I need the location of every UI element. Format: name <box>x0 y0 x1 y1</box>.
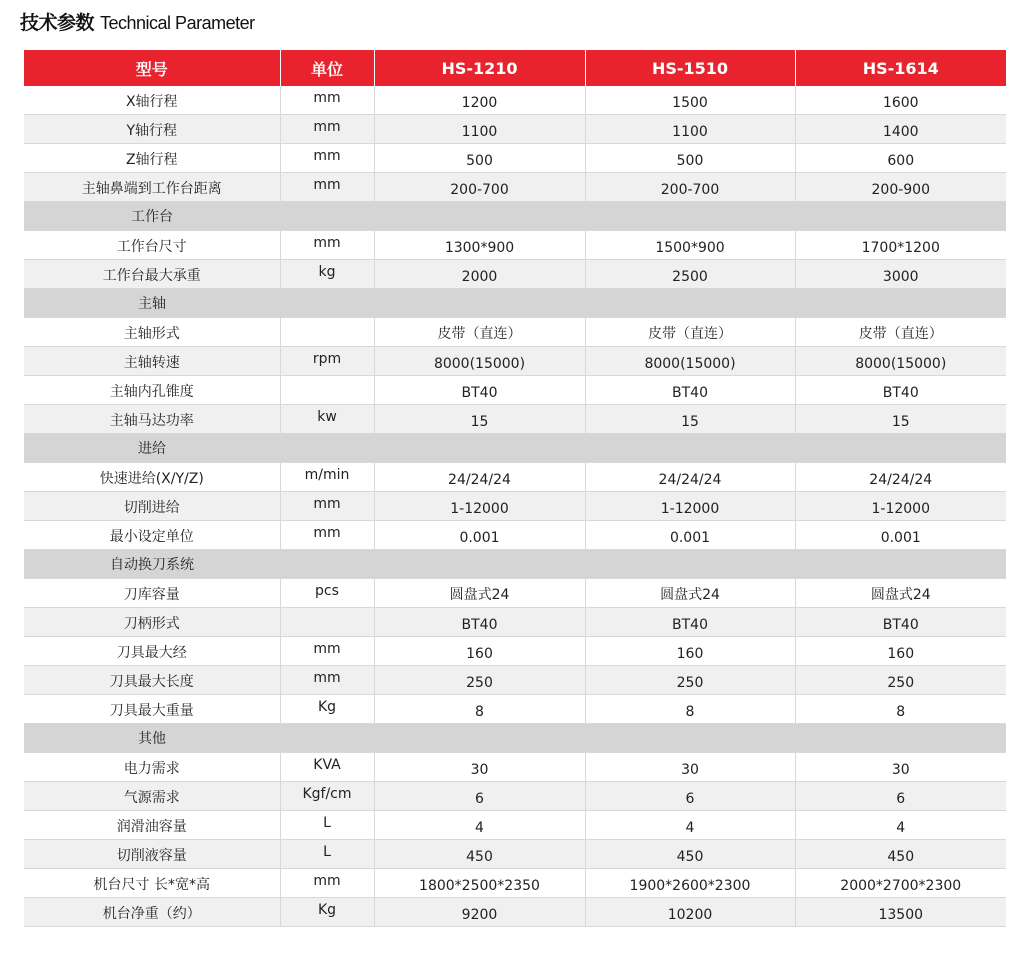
section-fill <box>280 289 1006 318</box>
param-value: 皮带（直连） <box>585 318 795 347</box>
param-value: 6 <box>795 782 1006 811</box>
param-value: 250 <box>585 666 795 695</box>
param-value: 15 <box>795 405 1006 434</box>
page-title <box>20 8 255 35</box>
param-unit: KVA <box>280 753 374 782</box>
table-row <box>24 898 1006 927</box>
column-header-hs1510: HS-1510 <box>585 50 795 86</box>
param-value: 24/24/24 <box>585 463 795 492</box>
param-value: 皮带（直连） <box>374 318 585 347</box>
param-unit: mm <box>280 86 374 115</box>
column-header-unit: 单位 <box>280 50 374 86</box>
table-row <box>24 173 1006 202</box>
column-header-hs1614: HS-1614 <box>795 50 1006 86</box>
param-name: 润滑油容量 <box>24 811 280 840</box>
table-row <box>24 260 1006 289</box>
param-name: 主轴转速 <box>24 347 280 376</box>
param-value: 30 <box>795 753 1006 782</box>
param-unit: rpm <box>280 347 374 376</box>
param-value: 600 <box>795 144 1006 173</box>
section-row <box>24 202 1006 231</box>
param-value: 1500 <box>585 86 795 115</box>
section-row <box>24 550 1006 579</box>
param-value: 200-700 <box>585 173 795 202</box>
param-value: BT40 <box>374 376 585 405</box>
param-value: 450 <box>585 840 795 869</box>
param-value: 13500 <box>795 898 1006 927</box>
param-unit: L <box>280 811 374 840</box>
param-value: 4 <box>374 811 585 840</box>
param-value: 30 <box>585 753 795 782</box>
table-row <box>24 840 1006 869</box>
param-value: 1100 <box>585 115 795 144</box>
param-unit: mm <box>280 521 374 550</box>
param-value: 2500 <box>585 260 795 289</box>
table-row <box>24 115 1006 144</box>
param-value: 圆盘式24 <box>585 579 795 608</box>
section-row <box>24 289 1006 318</box>
param-name: 切削进给 <box>24 492 280 521</box>
table-row <box>24 347 1006 376</box>
section-row <box>24 434 1006 463</box>
param-name: 机台净重（约） <box>24 898 280 927</box>
param-name: Z轴行程 <box>24 144 280 173</box>
param-value: 1600 <box>795 86 1006 115</box>
param-unit: mm <box>280 115 374 144</box>
param-value: BT40 <box>585 608 795 637</box>
param-value: 160 <box>374 637 585 666</box>
param-name: 刀库容量 <box>24 579 280 608</box>
table-row <box>24 521 1006 550</box>
param-value: 24/24/24 <box>795 463 1006 492</box>
param-value: 1900*2600*2300 <box>585 869 795 898</box>
table-row <box>24 869 1006 898</box>
param-unit: mm <box>280 492 374 521</box>
param-value: BT40 <box>585 376 795 405</box>
table-header-row <box>24 50 1006 86</box>
param-value: 1500*900 <box>585 231 795 260</box>
table-row <box>24 666 1006 695</box>
param-value: 1800*2500*2350 <box>374 869 585 898</box>
param-value: BT40 <box>795 376 1006 405</box>
section-row <box>24 724 1006 753</box>
param-name: 刀具最大长度 <box>24 666 280 695</box>
section-label: 进给 <box>24 434 280 463</box>
param-value: 1-12000 <box>374 492 585 521</box>
param-name: 刀柄形式 <box>24 608 280 637</box>
param-value: 6 <box>585 782 795 811</box>
param-value: 4 <box>585 811 795 840</box>
table-row <box>24 695 1006 724</box>
param-unit: Kgf/cm <box>280 782 374 811</box>
param-value: 500 <box>585 144 795 173</box>
param-unit <box>280 608 374 637</box>
param-name: X轴行程 <box>24 86 280 115</box>
param-name: 刀具最大重量 <box>24 695 280 724</box>
table-row <box>24 579 1006 608</box>
param-unit: mm <box>280 869 374 898</box>
param-value: 1200 <box>374 86 585 115</box>
param-value: 8000(15000) <box>585 347 795 376</box>
table-row <box>24 637 1006 666</box>
param-unit: m/min <box>280 463 374 492</box>
param-value: 3000 <box>795 260 1006 289</box>
param-unit: Kg <box>280 695 374 724</box>
param-value: 30 <box>374 753 585 782</box>
param-name: Y轴行程 <box>24 115 280 144</box>
param-name: 刀具最大经 <box>24 637 280 666</box>
param-value: 160 <box>795 637 1006 666</box>
param-value: 15 <box>585 405 795 434</box>
param-value: 8 <box>585 695 795 724</box>
param-name: 主轴内孔锥度 <box>24 376 280 405</box>
param-name: 气源需求 <box>24 782 280 811</box>
param-value: 皮带（直连） <box>795 318 1006 347</box>
param-unit: kg <box>280 260 374 289</box>
param-value: 250 <box>795 666 1006 695</box>
param-value: 1700*1200 <box>795 231 1006 260</box>
param-value: 2000 <box>374 260 585 289</box>
section-fill <box>280 550 1006 579</box>
param-value: 160 <box>585 637 795 666</box>
table-row <box>24 318 1006 347</box>
param-value: 8000(15000) <box>374 347 585 376</box>
param-name: 主轴形式 <box>24 318 280 347</box>
section-fill <box>280 434 1006 463</box>
section-label: 自动换刀系统 <box>24 550 280 579</box>
title-cn: 技术参数 <box>20 12 95 34</box>
param-unit: mm <box>280 144 374 173</box>
param-value: 4 <box>795 811 1006 840</box>
param-name: 工作台最大承重 <box>24 260 280 289</box>
table-row <box>24 782 1006 811</box>
param-unit: L <box>280 840 374 869</box>
param-name: 最小设定单位 <box>24 521 280 550</box>
section-label: 其他 <box>24 724 280 753</box>
param-value: 8 <box>374 695 585 724</box>
param-value: 0.001 <box>374 521 585 550</box>
table-row <box>24 144 1006 173</box>
param-value: 10200 <box>585 898 795 927</box>
param-unit: mm <box>280 231 374 260</box>
section-fill <box>280 202 1006 231</box>
param-value: 1-12000 <box>585 492 795 521</box>
param-value: 200-900 <box>795 173 1006 202</box>
title-en: Technical Parameter <box>100 13 255 33</box>
param-value: 450 <box>374 840 585 869</box>
table-body <box>24 86 1006 927</box>
param-value: 圆盘式24 <box>374 579 585 608</box>
param-value: 8000(15000) <box>795 347 1006 376</box>
param-unit: Kg <box>280 898 374 927</box>
param-name: 工作台尺寸 <box>24 231 280 260</box>
table-row <box>24 405 1006 434</box>
param-value: 450 <box>795 840 1006 869</box>
table-row <box>24 753 1006 782</box>
param-value: 1300*900 <box>374 231 585 260</box>
param-unit: mm <box>280 173 374 202</box>
section-label: 工作台 <box>24 202 280 231</box>
param-value: 0.001 <box>585 521 795 550</box>
param-value: BT40 <box>374 608 585 637</box>
table-row <box>24 492 1006 521</box>
table-row <box>24 463 1006 492</box>
param-value: 15 <box>374 405 585 434</box>
param-value: 6 <box>374 782 585 811</box>
param-name: 电力需求 <box>24 753 280 782</box>
param-unit <box>280 318 374 347</box>
table-row <box>24 86 1006 115</box>
section-fill <box>280 724 1006 753</box>
param-value: 9200 <box>374 898 585 927</box>
param-value: 8 <box>795 695 1006 724</box>
param-unit <box>280 376 374 405</box>
param-value: 2000*2700*2300 <box>795 869 1006 898</box>
param-unit: mm <box>280 637 374 666</box>
param-value: 1400 <box>795 115 1006 144</box>
table-row <box>24 231 1006 260</box>
param-value: 250 <box>374 666 585 695</box>
param-unit: mm <box>280 666 374 695</box>
param-name: 主轴鼻端到工作台距离 <box>24 173 280 202</box>
section-label: 主轴 <box>24 289 280 318</box>
param-value: 0.001 <box>795 521 1006 550</box>
param-name: 主轴马达功率 <box>24 405 280 434</box>
param-value: BT40 <box>795 608 1006 637</box>
param-name: 快速进给(X/Y/Z) <box>24 463 280 492</box>
table-row <box>24 376 1006 405</box>
param-unit: kw <box>280 405 374 434</box>
param-value: 200-700 <box>374 173 585 202</box>
column-header-hs1210: HS-1210 <box>374 50 585 86</box>
table-row <box>24 608 1006 637</box>
param-value: 圆盘式24 <box>795 579 1006 608</box>
table-row <box>24 811 1006 840</box>
param-value: 1100 <box>374 115 585 144</box>
param-value: 500 <box>374 144 585 173</box>
spec-table <box>24 50 1006 927</box>
param-value: 1-12000 <box>795 492 1006 521</box>
param-name: 切削液容量 <box>24 840 280 869</box>
param-unit: pcs <box>280 579 374 608</box>
param-name: 机台尺寸 长*宽*高 <box>24 869 280 898</box>
column-header-model: 型号 <box>24 50 280 86</box>
param-value: 24/24/24 <box>374 463 585 492</box>
